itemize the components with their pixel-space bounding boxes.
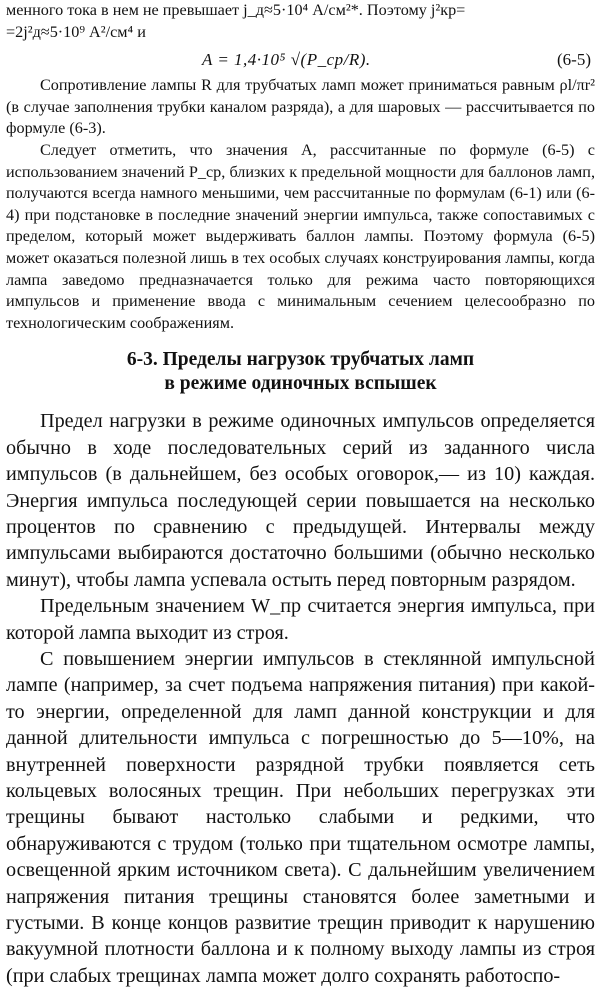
heading-line-1: 6-3. Пределы нагрузок трубчатых ламп bbox=[126, 349, 475, 371]
paragraph-cracks: С повышением энергии импульсов в стеклянной импульсной лампе (например, за счет подъема напряжения питания) при какой-то энергии, определенной для ламп данной конструкции и для данной длительности импульса с погрешностью до 5—10%, на внутренней поверхности разрядной трубки появляется сеть кольцевых волосяных трещин. При небольших перегрузках эти трещины бывают настолько слабыми и редкими, что обнаруживаются с трудом (только при тщательном осмотре лампы, освещенной ярким источником света). С дальнейшим увеличением напряжения питания трещины становятся более заметными и густыми. В конце концов развитие трещин приводит к нарушению вакуумной плотности баллона и к полному выходу лампы из строя (при слабых трещинах лампа может долго сохранять работоспо- bbox=[6, 647, 595, 987]
heading-line-2: в режиме одиночных вспышек bbox=[164, 373, 437, 395]
section-heading bbox=[6, 348, 595, 396]
paragraph-wpr: Предельным значением W_пр считается энергия импульса, при которой лампа выходит из строя. bbox=[6, 595, 595, 644]
top-text-line-2: =2j²д≈5·10⁹ А²/см⁴ и bbox=[6, 22, 146, 41]
top-text-line-1: менного тока в нем не превышает j_д≈5·10⁴ А/см²*. Поэтому j²кр= bbox=[6, 1, 466, 19]
formula-number: (6-5) bbox=[557, 50, 591, 70]
paragraph-note: Следует отметить, что значения A, рассчитанные по формуле (6-5) с использованием значений P_ср, близких к предельной мощности для баллонов ламп, получаются всегда намного меньшими, чем рассчитанные по формулам (6-1) или (6-4) при подстановке в последние значений энергии импульса, также сопоставимых с пределом, который может выдерживать баллон лампы. Поэтому формула (6-5) может оказаться полезной лишь в тех особых случаях конструирования лампы, когда лампа заведомо предназначается только для режима часто повторяющихся импульсов и применение ввода с минимальным сечением целесообразно по технологическим соображениям. bbox=[6, 140, 595, 332]
top-continuation bbox=[6, 0, 595, 43]
small-text-block bbox=[6, 75, 595, 334]
paragraph-resistance: Сопротивление лампы R для трубчатых ламп может приниматься равным ρl/πr² (в случае заполнения трубки каналом разряда), а для шаровых — рассчитывается по формуле (6-3). bbox=[6, 76, 595, 138]
formula-expression: A = 1,4·10⁵ √(P_ср/R). bbox=[202, 50, 371, 70]
paragraph-limit: Предел нагрузки в режиме одиночных импульсов определяется обычно в ходе последовательных серий из заданного числа импульсов (в дальнейшем, без особых оговорок,— из 10) каждая. Энергия импульса последующей серии повышается на несколько процентов по сравнению с предыдущей. Интервалы между импульсами выбираются достаточно большими (обычно несколько минут), чтобы лампа успевала остыть перед повторным разрядом. bbox=[6, 410, 595, 591]
large-text-block bbox=[6, 408, 595, 989]
formula-6-5 bbox=[6, 47, 595, 73]
